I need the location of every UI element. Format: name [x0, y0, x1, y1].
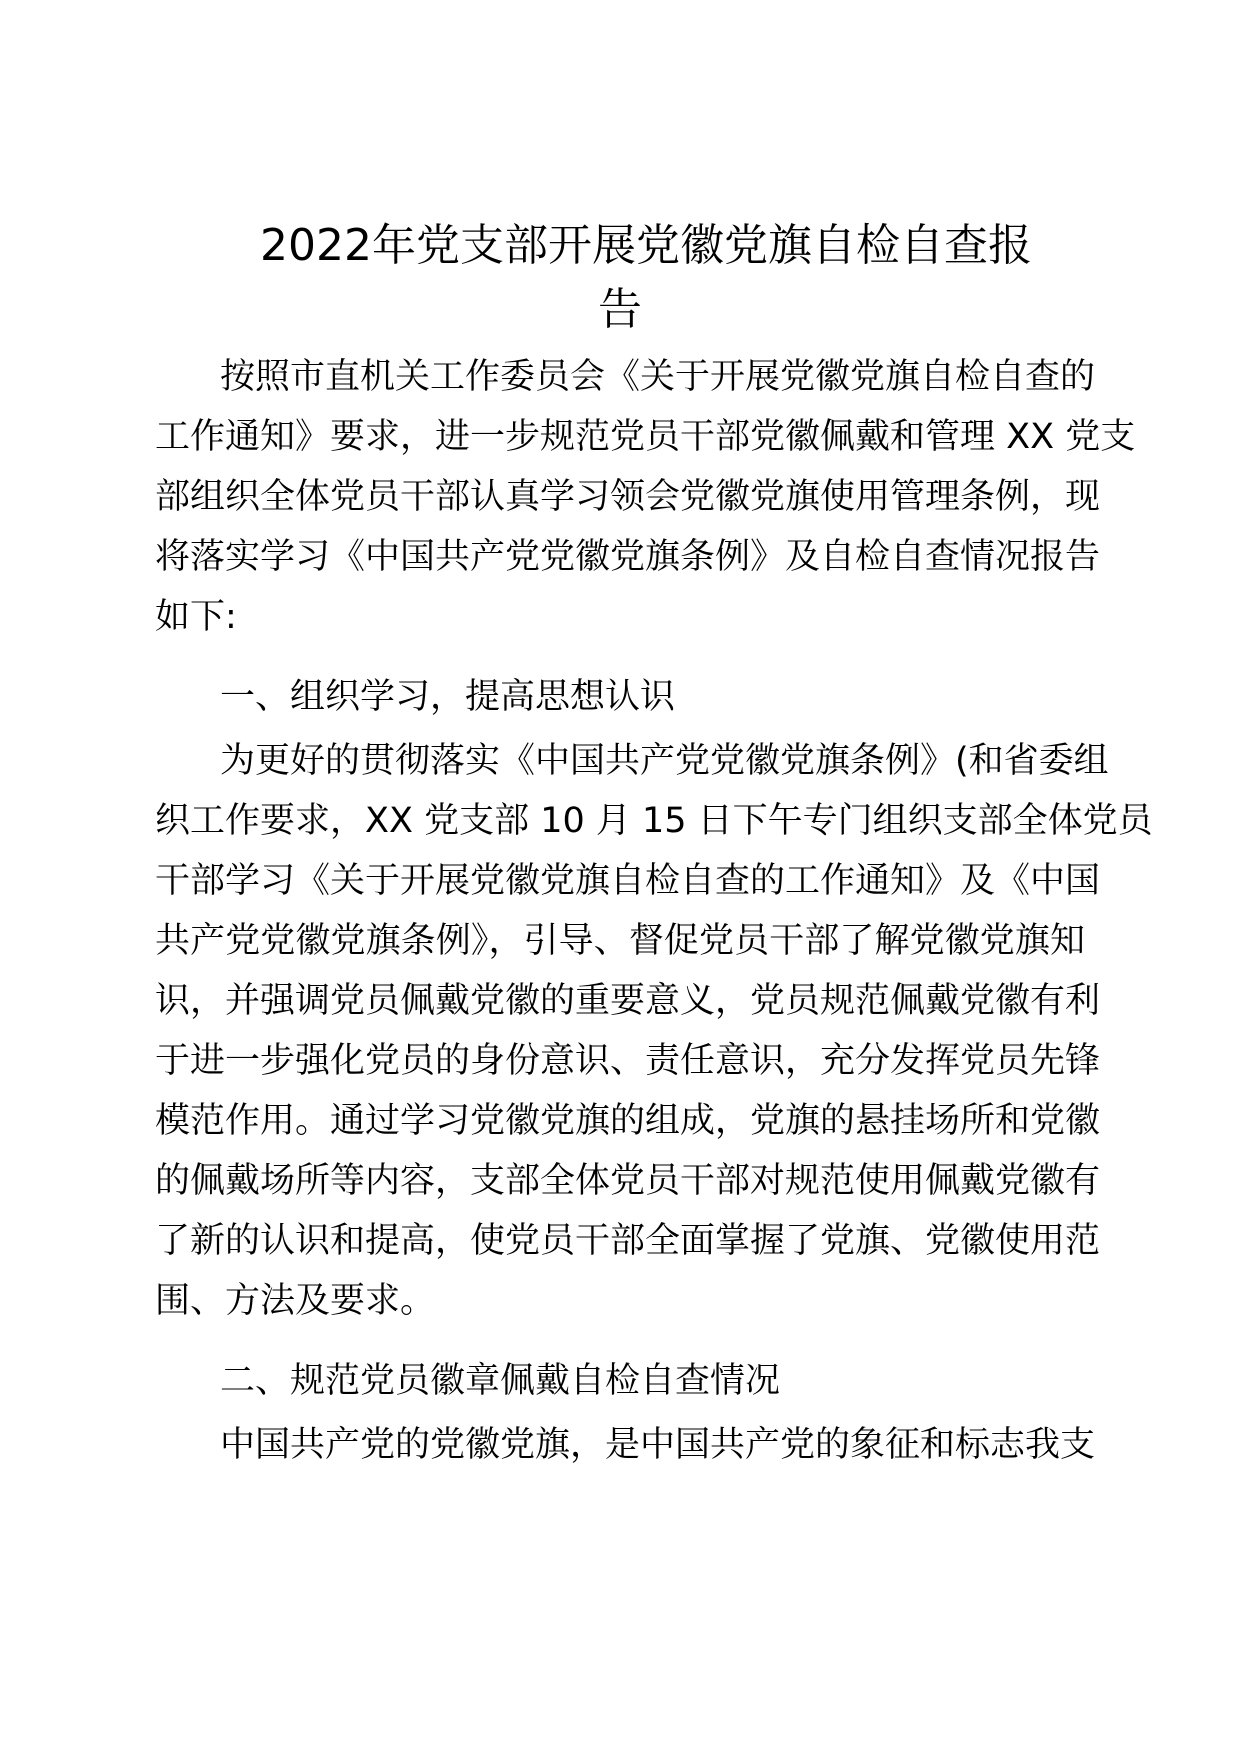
document-title-line-1: 2022年党支部开展党徽党旗自检自查报: [260, 220, 1032, 271]
body-line: 识，并强调党员佩戴党徽的重要意义，党员规范佩戴党徽有利: [155, 981, 1101, 1021]
document-title-line-2: 告: [598, 284, 642, 335]
body-line: 模范作用。通过学习党徽党旗的组成，党旗的悬挂场所和党徽: [155, 1101, 1101, 1141]
body-line: 部组织全体党员干部认真学习领会党徽党旗使用管理条例，现: [155, 477, 1101, 517]
body-line: 共产党党徽党旗条例》，引导、督促党员干部了解党徽党旗知: [155, 921, 1085, 961]
body-line: 中国共产党的党徽党旗，是中国共产党的象征和标志我支: [220, 1425, 1096, 1465]
section-heading-1: 一、组织学习，提高思想认识: [220, 677, 676, 717]
body-line: 工作通知》要求，进一步规范党员干部党徽佩戴和管理 XX 党支: [155, 417, 1136, 457]
body-line: 如下:: [155, 597, 237, 637]
body-line: 干部学习《关于开展党徽党旗自检自查的工作通知》及《中国: [155, 861, 1101, 901]
body-line: 了新的认识和提高，使党员干部全面掌握了党旗、党徽使用范: [155, 1221, 1101, 1261]
body-line: 的佩戴场所等内容，支部全体党员干部对规范使用佩戴党徽有: [155, 1161, 1101, 1201]
body-line: 为更好的贯彻落实《中国共产党党徽党旗条例》(和省委组: [220, 741, 1109, 781]
section-heading-2: 二、规范党员徽章佩戴自检自查情况: [220, 1361, 781, 1401]
body-line: 于进一步强化党员的身份意识、责任意识，充分发挥党员先锋: [155, 1041, 1101, 1081]
body-line: 将落实学习《中国共产党党徽党旗条例》及自检自查情况报告: [155, 537, 1101, 577]
body-line: 织工作要求，XX 党支部 10 月 15 日下午专门组织支部全体党员: [155, 801, 1153, 841]
body-line: 按照市直机关工作委员会《关于开展党徽党旗自检自查的: [220, 357, 1096, 397]
body-line: 围、方法及要求。: [155, 1281, 436, 1321]
